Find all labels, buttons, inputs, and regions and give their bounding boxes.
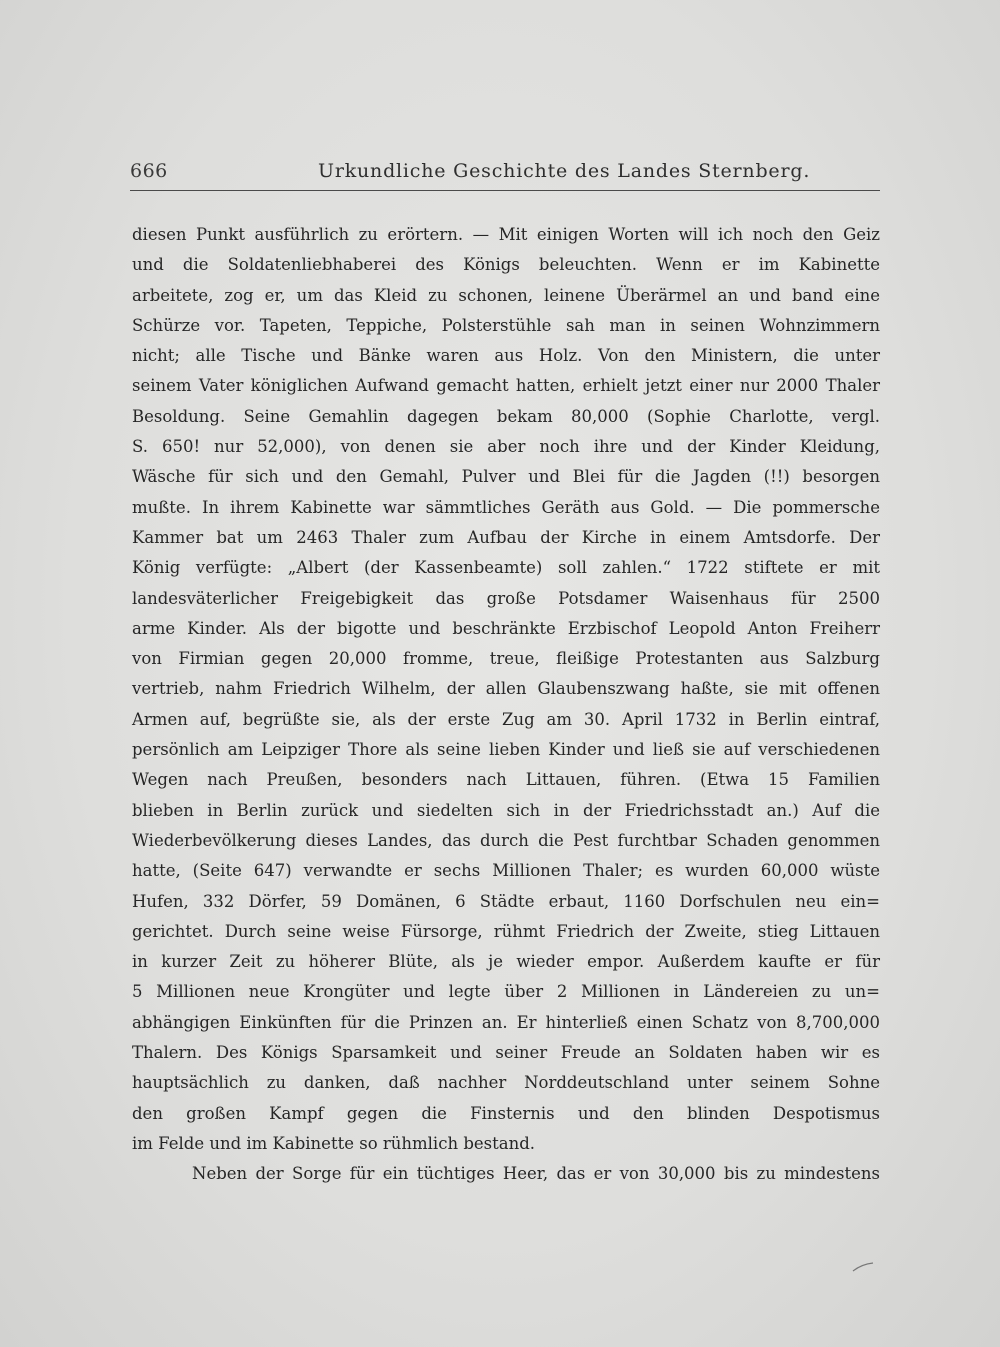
text-line: König verfügte: „Albert (der Kassenbeamte) soll zahlen.“ 1722 stiftete er mit (132, 558, 880, 578)
text-line: Wäsche für sich und den Gemahl, Pulver und Blei für die Jagden (!!) besorgen (132, 467, 880, 487)
text-line: und die Soldatenliebhaberei des Königs beleuchten. Wenn er im Kabinette (132, 255, 880, 275)
text-line: seinem Vater königlichen Aufwand gemacht hatten, erhielt jetzt einer nur 2000 Thaler (132, 376, 880, 396)
text-line: arbeitete, zog er, um das Kleid zu schonen, leinene Überärmel an und band eine (132, 285, 880, 305)
text-line: Armen auf, begrüßte sie, als der erste Zug am 30. April 1732 in Berlin eintraf, (132, 709, 880, 729)
text-line: Besoldung. Seine Gemahlin dagegen bekam 80,000 (Sophie Charlotte, vergl. (132, 406, 880, 426)
page-header (130, 158, 880, 188)
text-line: mußte. In ihrem Kabinette war sämmtliches Geräth aus Gold. — Die pommersche (132, 497, 880, 517)
page-number: 666 (130, 160, 168, 182)
text-line: den großen Kampf gegen die Finsternis und den blinden Despotismus (132, 1103, 880, 1123)
text-line: Schürze vor. Tapeten, Teppiche, Polsterstühle sah man in seinen Wohnzimmern (132, 315, 880, 335)
text-line: Wegen nach Preußen, besonders nach Littauen, führen. (Etwa 15 Familien (132, 770, 880, 790)
text-line: von Firmian gegen 20,000 fromme, treue, fleißige Protestanten aus Salzburg (132, 649, 880, 669)
text-line: arme Kinder. Als der bigotte und beschränkte Erzbischof Leopold Anton Freiherr (132, 618, 880, 638)
text-line: Hufen, 332 Dörfer, 59 Domänen, 6 Städte erbaut, 1160 Dorfschulen neu ein= (132, 891, 880, 911)
header-rule (130, 190, 880, 191)
text-line: vertrieb, nahm Friedrich Wilhelm, der allen Glaubenszwang haßte, sie mit offenen (132, 679, 880, 699)
running-title: Urkundliche Geschichte des Landes Sternberg. (318, 160, 811, 182)
text-line: Kammer bat um 2463 Thaler zum Aufbau der Kirche in einem Amtsdorfe. Der (132, 527, 880, 547)
text-line: gerichtet. Durch seine weise Fürsorge, rühmt Friedrich der Zweite, stieg Littauen (132, 921, 880, 941)
text-line: in kurzer Zeit zu höherer Blüte, als je wieder empor. Außerdem kaufte er für (132, 952, 880, 972)
paragraph-start-line: Neben der Sorge für ein tüchtiges Heer, das er von 30,000 bis zu mindestens (192, 1164, 880, 1184)
text-line: abhängigen Einkünften für die Prinzen an. Er hinterließ einen Schatz von 8,700,000 (132, 1012, 880, 1032)
text-line: diesen Punkt ausführlich zu erörtern. — Mit einigen Worten will ich noch den Geiz (132, 225, 880, 244)
text-line: blieben in Berlin zurück und siedelten sich in der Friedrichsstadt an.) Auf die (132, 800, 880, 820)
text-line: landesväterlicher Freigebigkeit das große Potsdamer Waisenhaus für 2500 (132, 588, 880, 608)
text-line: Wiederbevölkerung dieses Landes, das durch die Pest furchtbar Schaden genommen (132, 830, 880, 850)
text-line: hatte, (Seite 647) verwandte er sechs Millionen Thaler; es wurden 60,000 wüste (132, 861, 880, 881)
text-line: 5 Millionen neue Krongüter und legte über 2 Millionen in Ländereien zu un= (132, 982, 880, 1002)
text-line: nicht; alle Tische und Bänke waren aus Holz. Von den Ministern, die unter (132, 346, 880, 366)
text-line: hauptsächlich zu danken, daß nachher Norddeutschland unter seinem Sohne (132, 1073, 880, 1093)
text-line: Thalern. Des Königs Sparsamkeit und seiner Freude an Soldaten haben wir es (132, 1043, 880, 1063)
paragraph-end-line: im Felde und im Kabinette so rühmlich bestand. (132, 1133, 536, 1153)
text-line: persönlich am Leipziger Thore als seine lieben Kinder und ließ sie auf verschiedenen (132, 740, 880, 760)
text-line: S. 650! nur 52,000), von denen sie aber noch ihre und der Kinder Kleidung, (132, 437, 880, 457)
body-text (132, 220, 880, 1190)
pencil-mark (852, 1262, 874, 1272)
